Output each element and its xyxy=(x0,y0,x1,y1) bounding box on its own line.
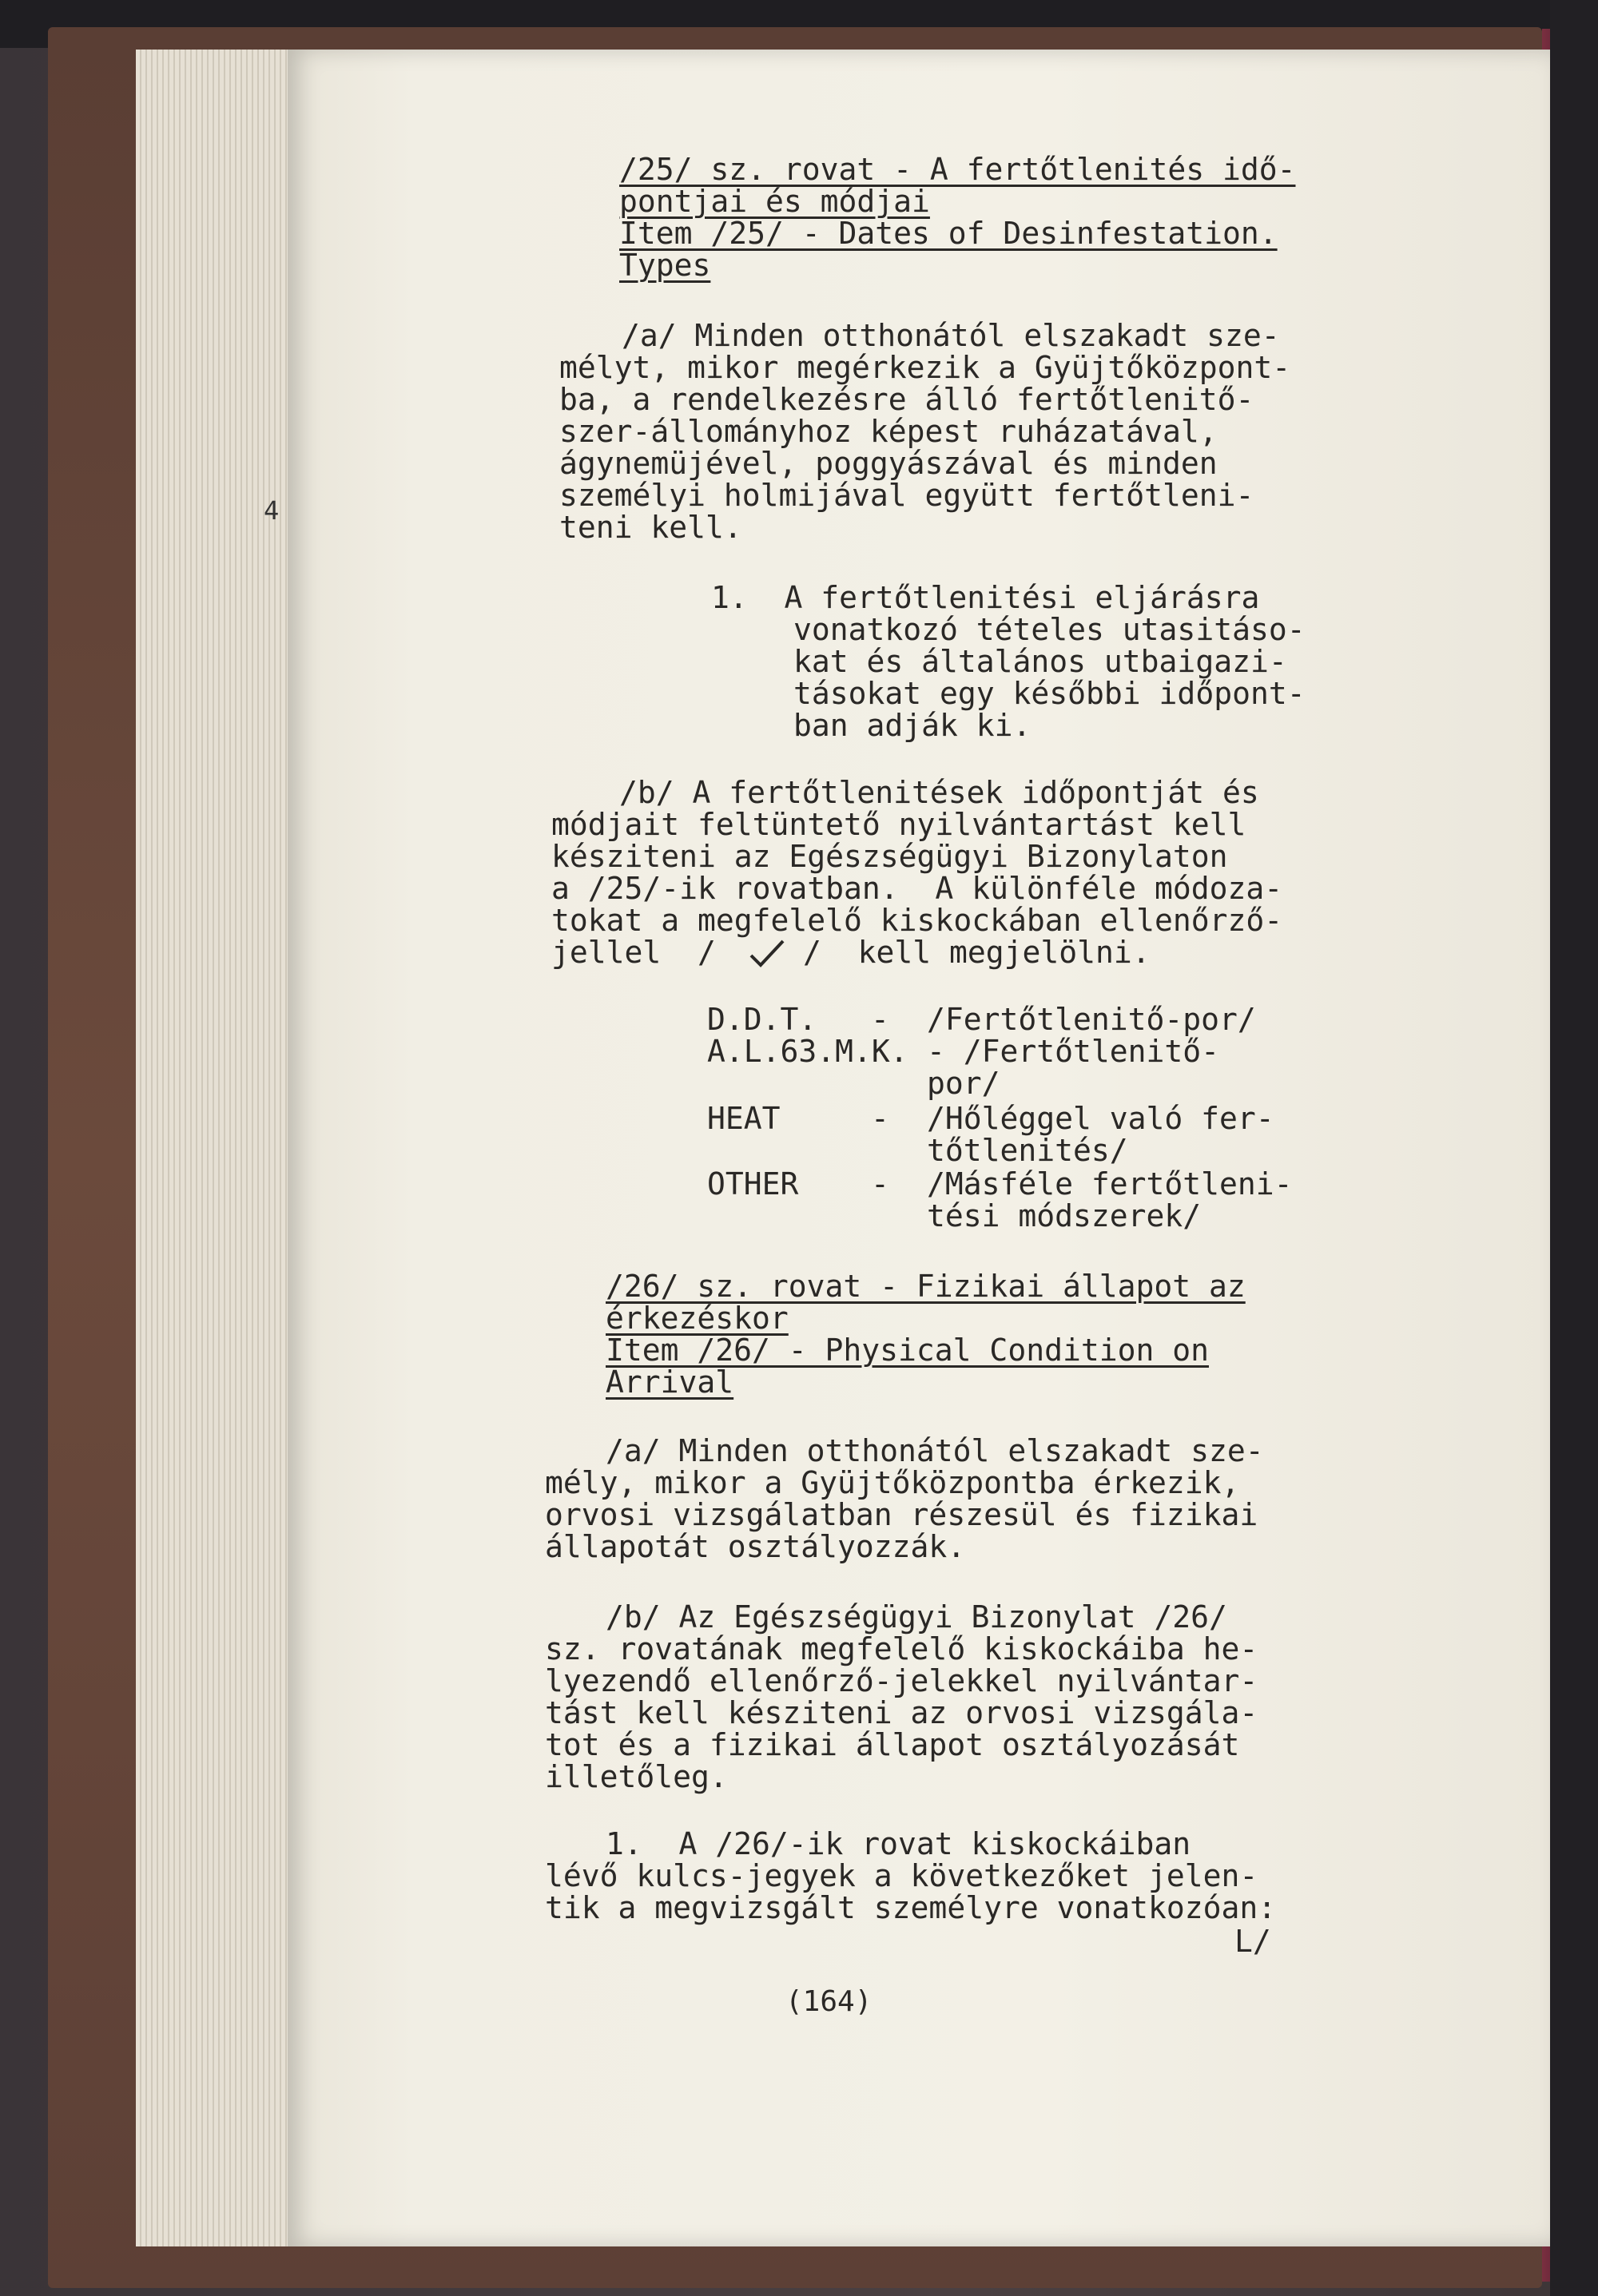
item-1b-line: 1. A /26/-ik rovat kiskockáiban xyxy=(606,1826,1191,1861)
check-mark-icon xyxy=(743,936,791,968)
para-a1-line: szer-állományhoz képest ruházatával, xyxy=(559,414,1218,449)
para-b1-line: tokat a megfelelő kiskockában ellenőrző- xyxy=(551,903,1283,938)
para-b1-line: a /25/-ik rovatban. A különféle módoza- xyxy=(551,871,1283,906)
para-b1-line: késziteni az Egészségügyi Bizonylaton xyxy=(551,839,1228,874)
heading1-line4: Types xyxy=(619,248,711,283)
para-a2-line: állapotát osztályozzák. xyxy=(545,1529,966,1564)
method-dash: - xyxy=(871,1166,889,1202)
method-code: OTHER xyxy=(707,1166,799,1202)
para-a1-line: ágynemüjével, poggyászával és minden xyxy=(559,446,1218,481)
method-code: HEAT xyxy=(707,1101,781,1136)
method-desc: /Hőléggel való fer- xyxy=(927,1101,1274,1136)
para-b2-line: sz. rovatának megfelelő kiskockáiba he- xyxy=(545,1631,1258,1666)
item-1a-line: tásokat egy későbbi időpont- xyxy=(793,676,1306,711)
method-dash: - xyxy=(871,1101,889,1136)
item-1a-line: vonatkozó tételes utasitáso- xyxy=(793,612,1306,647)
para-b1-line: módjait feltüntető nyilvántartást kell xyxy=(551,807,1246,842)
para-b1-line: / kell megjelölni. xyxy=(803,935,1151,970)
page-number: (164) xyxy=(785,1985,873,2018)
para-a1-line: /a/ Minden otthonától elszakadt sze- xyxy=(622,318,1280,353)
para-b1-line: jellel / xyxy=(551,935,716,970)
para-a1-line: teni kell. xyxy=(559,510,742,545)
method-dash: - xyxy=(871,1002,889,1037)
method-desc: tőtlenités/ xyxy=(927,1133,1128,1168)
heading1-line2: pontjai és módjai xyxy=(619,184,930,219)
heading2-line1: /26/ sz. rovat - Fizikai állapot az xyxy=(606,1269,1246,1304)
item-1a-line: 1. A fertőtlenitési eljárásra xyxy=(711,580,1260,615)
para-a1-line: személyi holmijával együtt fertőtleni- xyxy=(559,478,1254,513)
method-desc: /Másféle fertőtleni- xyxy=(927,1166,1293,1202)
heading2-line2: érkezéskor xyxy=(606,1301,789,1336)
heading2-line4: Arrival xyxy=(606,1364,734,1400)
method-code: D.D.T. xyxy=(707,1002,817,1037)
method-desc: /Fertőtlenitő-por/ xyxy=(927,1002,1256,1037)
para-b2-line: /b/ Az Egészségügyi Bizonylat /26/ xyxy=(606,1599,1227,1635)
para-a1-line: mélyt, mikor megérkezik a Gyüjtőközpont- xyxy=(559,350,1291,385)
method-desc: tési módszerek/ xyxy=(927,1198,1202,1233)
item-1a-line: kat és általános utbaigazi- xyxy=(793,644,1287,679)
method-desc: por/ xyxy=(927,1066,1000,1101)
para-b1-line: /b/ A fertőtlenitések időpontját és xyxy=(619,775,1259,810)
para-b2-line: illetőleg. xyxy=(545,1759,728,1794)
item-1b-line: tik a megvizsgált személyre vonatkozóan: xyxy=(545,1890,1277,1925)
para-a2-line: /a/ Minden otthonától elszakadt sze- xyxy=(606,1433,1264,1468)
method-dash: - /Fertőtlenitő- xyxy=(927,1034,1220,1069)
heading1-line3: Item /25/ - Dates of Desinfestation. xyxy=(619,216,1278,251)
para-b2-line: tást kell késziteni az orvosi vizsgála- xyxy=(545,1695,1258,1730)
para-a1-line: ba, a rendelkezésre álló fertőtlenitő- xyxy=(559,382,1254,417)
item-1a-line: ban adják ki. xyxy=(793,708,1032,743)
item-1b-line: lévő kulcs-jegyek a következőket jelen- xyxy=(545,1858,1258,1893)
heading2-line3: Item /26/ - Physical Condition on xyxy=(606,1333,1209,1368)
para-b2-line: lyezendő ellenőrző-jelekkel nyilvántar- xyxy=(545,1663,1258,1698)
para-a2-line: orvosi vizsgálatban részesül és fizikai xyxy=(545,1497,1258,1532)
para-b2-line: tot és a fizikai állapot osztályozását xyxy=(545,1727,1240,1762)
continuation-mark: L/ xyxy=(1234,1924,1271,1959)
method-code: A.L.63.M.K. xyxy=(707,1034,908,1069)
gutter-mark: 4 xyxy=(264,495,280,526)
para-a2-line: mély, mikor a Gyüjtőközpontba érkezik, xyxy=(545,1465,1240,1500)
heading1-line1: /25/ sz. rovat - A fertőtlenités idő- xyxy=(619,152,1296,187)
